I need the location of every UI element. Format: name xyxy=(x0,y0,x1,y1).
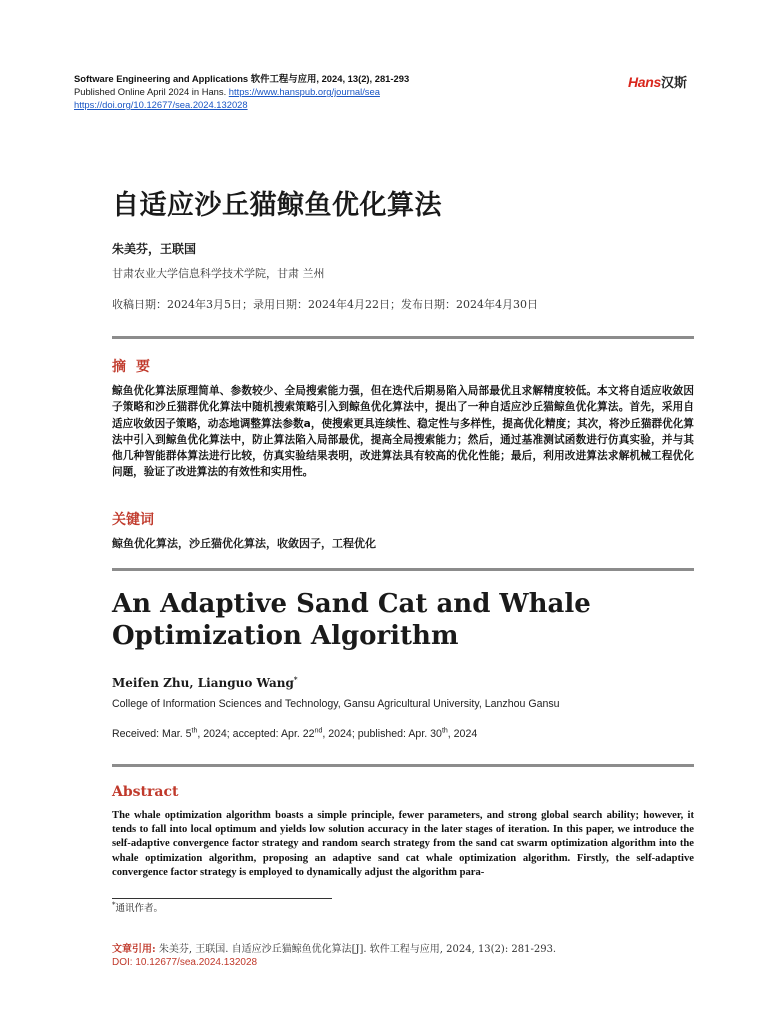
divider xyxy=(112,568,694,571)
footnote-mark: * xyxy=(112,900,116,909)
doi-line xyxy=(74,99,248,111)
published-line xyxy=(74,86,380,98)
published-prefix: Published Online April 2024 in Hans. xyxy=(74,86,227,97)
cn-dates: 收稿日期：2024年3月5日；录用日期：2024年4月22日；发布日期：2024年4月30日 xyxy=(112,298,538,311)
en-abstract-body: The whale optimization algorithm boasts a simple principle, fewer parameters, and strong global search ability; however, it tends to fall into local optimum and yields low solution accuracy in the later stages of iteration. In this paper, we introduce the self-adaptive convergence factor strategy and random search strategy from the sand cat swarm optimization algorithm into the whale optimization algorithm, proposing an adaptive sand cat whale optimization algorithm. Firstly, the self-adaptive convergence factor strategy is employed to dynamically adjust the algorithm para- xyxy=(112,810,694,878)
cn-abstract-body: 鲸鱼优化算法原理简单、参数较少、全局搜索能力强，但在迭代后期易陷入局部最优且求解精度较低。本文将自适应收敛因子策略和沙丘猫群优化算法中随机搜索策略引入到鲸鱼优化算法中，提出了一种自适应沙丘猫鲸鱼优化算法。首先，采用自适应收敛因子策略，动态地调整算法参数a，使搜索更具连续性、稳定性与多样性，提高优化精度；其次，将沙丘猫群优化算法中引入到鲸鱼优化算法中，防止算法陷入局部最优，提高全局搜索能力；然后，通过基准测试函数进行仿真实验，并与其他几种智能群体算法进行比较，仿真实验结果表明，改进算法具有较高的优化性能；最后，利用改进算法求解机械工程优化问题，验证了改进算法的有效性和实用性。 xyxy=(112,385,694,479)
citation xyxy=(112,942,556,957)
citation-label: 文章引用: xyxy=(112,944,156,955)
cn-keywords-heading: 关键词 xyxy=(112,512,154,528)
footnote-rule xyxy=(112,898,332,899)
cn-keywords: 鲸鱼优化算法，沙丘猫优化算法，收敛因子，工程优化 xyxy=(112,537,376,550)
en-abstract-heading: Abstract xyxy=(112,784,179,800)
cn-abstract-heading: 摘要 xyxy=(112,359,160,375)
citation-doi[interactable]: DOI: 10.12677/sea.2024.132028 xyxy=(112,957,258,968)
en-dates xyxy=(112,728,477,740)
year-suffix: , 2024 xyxy=(447,728,478,740)
published-sup: th xyxy=(441,727,448,735)
published-date: , 2024; published: Apr. 30 xyxy=(322,728,442,740)
cn-affiliation: 甘肃农业大学信息科学技术学院，甘肃 兰州 xyxy=(112,267,325,280)
footnote xyxy=(112,900,163,914)
cn-title: 自适应沙丘猫鲸鱼优化算法 xyxy=(112,190,442,221)
received-date: Received: Mar. 5 xyxy=(112,728,192,740)
logo-brand-cn: 汉斯 xyxy=(661,76,688,91)
received-sup: th xyxy=(191,727,198,735)
citation-text: 朱美芬, 王联国. 自适应沙丘猫鲸鱼优化算法[J]. 软件工程与应用, 2024, 13(2): 281-293. xyxy=(158,944,557,955)
en-authors-names: Meifen Zhu, Lianguo Wang xyxy=(112,676,294,690)
doi-link[interactable]: https://doi.org/10.12677/sea.2024.132028 xyxy=(74,99,248,110)
divider xyxy=(112,764,694,767)
cn-authors: 朱美芬，王联国 xyxy=(112,242,197,256)
footnote-text: 通讯作者。 xyxy=(115,903,164,914)
journal-link[interactable]: https://www.hanspub.org/journal/sea xyxy=(228,86,380,97)
hans-logo xyxy=(628,72,687,92)
journal-header: Software Engineering and Applications 软件工程与应用, 2024, 13(2), 281-293 xyxy=(74,73,410,84)
accepted-date: , 2024; accepted: Apr. 22 xyxy=(197,728,315,740)
author-mark: * xyxy=(293,675,298,684)
accepted-sup: nd xyxy=(314,727,323,735)
logo-brand: Hans xyxy=(628,74,662,90)
divider xyxy=(112,336,694,339)
en-title: An Adaptive Sand Cat and Whale Optimization Algorithm xyxy=(112,589,591,651)
en-affiliation: College of Information Sciences and Technology, Gansu Agricultural University, Lanzhou Gansu xyxy=(112,698,560,710)
en-authors xyxy=(112,676,298,690)
